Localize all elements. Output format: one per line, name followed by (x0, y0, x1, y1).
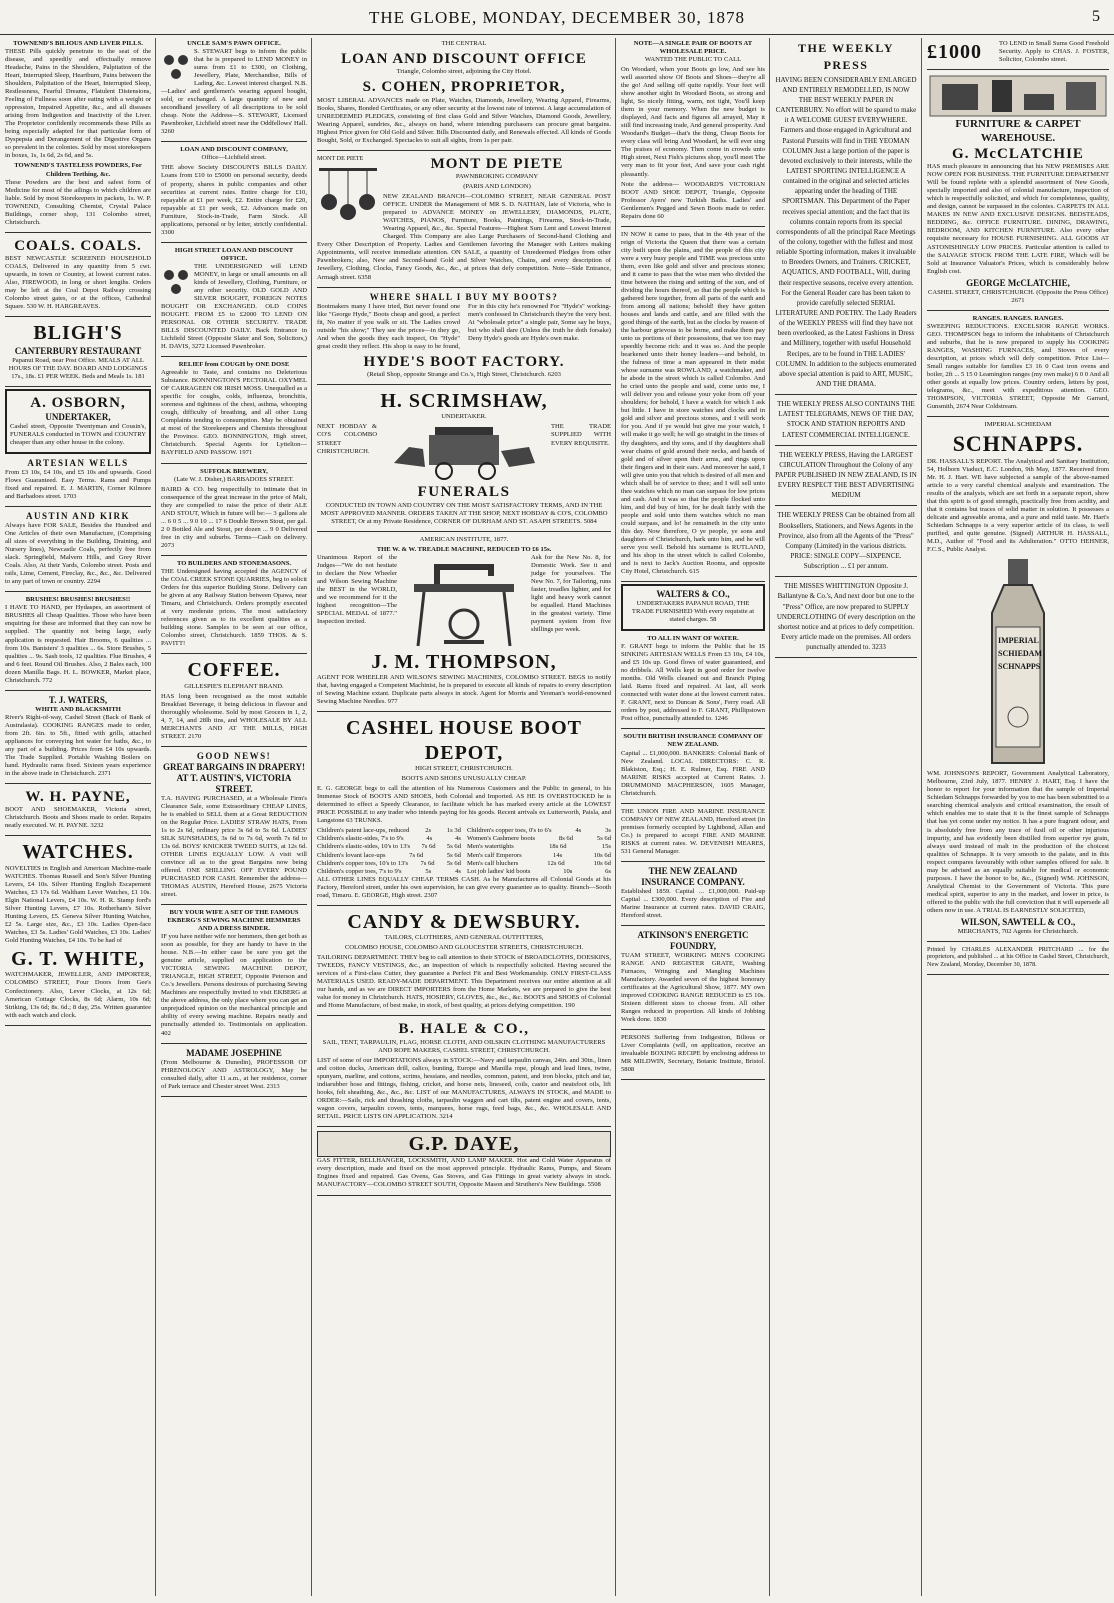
ad-poem: Bootmakers many I have tried, But never found one like "George Hyde," Boots cheap and good, a perfect fit, No matter if you walk or sit. The Ladies crowd outside "his show;" They see the prices—in they go, And when the goods they each inspect, On "Hyde" great credit they reflect. His shop is easy to be found, For in this city he's renowned For "Hyde's" working-men's confessed In Christchurch they're the very best. At "wholesale price" a single pair, Some say he buys, but who shall dare (Unless the truth he doth forsake) Deny Hyde's goods are Hyde's own make. (317, 302, 611, 350)
ad-osborn (5, 389, 151, 454)
ad-grant (621, 633, 765, 729)
ad-central-loan (317, 38, 611, 151)
ad-body: I HAVE TO HAND, per Hydaspes, an assortment of BRUSHES all Cheap Qualities. Those who have been enquiring for these are informed that they can now be supplied. The quantity not being large, early application is requested. Hair Brooms, 6 qualities ... from 10s. Banisters' 3 qualities ... 6s. Store Brushes, 5 qualities ... 9s. Sash tools, 12 qualities. Flue Brushes, 4 and 6 feet. Round Oil Brushes. Also, 2 Bales each, 100 dozen Manilla Bags. H. L. BOWKER, Market place, Christchurch. 772 (5, 604, 151, 684)
price-value: 10s 6d (593, 859, 611, 867)
column-3 (314, 38, 614, 1596)
price-value: 3s (605, 827, 611, 835)
column-1 (2, 38, 154, 1596)
ad-body: THE Undersigned having accepted the AGENCY of the COAL CREEK STONE QUARRIES, beg to solicit Orders for this superior Building Stone. Delivery can be given at any Railway Station between Opawa, near Timaru, and Christchurch. Orders promptly executed at very moderate prices. The most satisfactory references given as to its excellent qualities as a building stone. Samples to be seen at our office, Colombo street, Christchurch. 1859 THOS. & S. PAVITT! (161, 567, 307, 648)
ad-subtitle: AT T. AUSTIN'S, VICTORIA STREET. (176, 772, 292, 794)
ad-atkinson (621, 928, 765, 1030)
ad-title: FUNERALS (417, 484, 511, 501)
ad-body: SWEEPING REDUCTIONS. EXCELSIOR RANGE WORKS. GEO. THOMPSON begs to inform the inhabitants of Christchurch and suburbs, that he is now prepared to supply his COOKING RANGES, WASHING FURNACES, and Stoves of every description, at prices which will defy competition. Price List— Small ranges suitable for families £3 16 0 Cast iron ovens and boiler, 2ft ... 5 15 0 Leamington ranges (my own make) 6 0 0 And all other goods at equally low prices. Country orders, letters by post, telegrams, &c., meet with expeditious attention. GEO. THOMPSON, VICTORIA STREET, Opposite Mr Garrard, Gunsmith, 2674 Near Coldstream. (927, 322, 1109, 411)
ad-body: BOOT AND SHOEMAKER, Victoria street, Christchurch. Boots and Shoes made to order. Repairs neatly executed. W. H. PAYNE. 3232 (5, 806, 151, 830)
price-value: 5s 6d (596, 835, 611, 843)
ad-body: These Powders are the best and safest form of Medicine for most of the ailings to which children are liable. Sold by most Storekeepers in packets, 1s. W. P. TOWNEND, Consulting Chemist, Crystal Palace Buildings, corner shop, 131 Colombo street, Christchurch. (5, 178, 151, 226)
price-value: 15s (601, 843, 611, 851)
ad-blighs (5, 319, 151, 386)
ad-body: THE MISSES WHITTINGTON Opposite J. Ballantyne & Co.'s, And next door but one to the "Press" Office, are now prepared to SUPPLY UNDERCLOTHING Of every description on the shortest notice and at prices to defy competition. Every article made on the premises. All orders punctually attended to. 3233 (776, 582, 916, 652)
ad-title: AUSTIN AND KIRK (25, 511, 130, 522)
column-rule (921, 38, 922, 1596)
price-value: 4s (575, 827, 582, 835)
ad-title: WALTERS & CO., (656, 589, 730, 600)
ad-body: Agreeable to Taste, and contains no Deleterious Substance. BONNINGTON'S PECTORAL OXYMEL OF CARRAGEEN OR IRISH MOSS. Unequalled as a specific for coughs, colds, influenza, bronchitis, soreness and tightness of the chest, asthma, whooping cough, difficulty of breathing, and all other Lung Complaints tending to consumption. May be obtained at most of the Storekeepers and Chemists throughout the Province. GEO. BONNINGTON, High street, Christchurch. Special Agents for Lyttelton—BAYFIELD AND PASSOW. 1971 (161, 369, 307, 457)
column-5 (772, 38, 920, 1596)
ad-weekly-press-4 (775, 508, 917, 577)
ad-subtitle: WANTED THE PUBLIC TO CALL (644, 56, 742, 64)
furniture-illustration (928, 74, 1108, 118)
ad-title: TO BUILDERS AND STONEMASONS. (176, 559, 292, 567)
ad-nz-insurance (621, 864, 765, 926)
ad-loan-discount (161, 144, 307, 242)
column-rule (615, 38, 616, 1596)
price-value: 14s (553, 851, 563, 859)
ad-rutland-story (621, 229, 765, 582)
ad-title: THE W. & W. TREADLE MACHINE, REDUCED TO £6 15s. (376, 545, 552, 553)
page-number: 5 (1092, 8, 1100, 25)
imprint (927, 944, 1109, 975)
price-item: Men's calf bluchers (467, 859, 519, 867)
ad-title: A. OSBORN, (30, 394, 126, 411)
ad-body: T.A. HAVING PURCHASED, at a Wholesale Firm's Clearance Sale, some Extraordinary CHEAP LINES, he is enabled to SELL them at a Great REDUCTION on the Regular Price. LADIES' STRAW HATS, From 1s to 2s 6d, ordinary price 3s 6d to 5s 6d. LADIES' SILK SUNSHADES, 3s 6d to 7s 6d, worth 7s 6d to 13s 6d. BOYS' KNICKER TWEED SUITS, at 12s 6d. OTHER LINES EQUALLY LOW. A visit will convince all as to the great Bargains now being offered. ONE SHILLING OFF EVERY POUND PURCHASED FOR CASH. Remember the address—THOMAS AUSTIN, Hereford House, 2675 Victoria street. (161, 794, 307, 899)
ad-body: TO LEND in Small Sums Good Freehold Security. Apply to CHAS. J. FOSTER, Solicitor, Colombo street. (999, 40, 1109, 64)
ad-austin-drapery (161, 749, 307, 905)
ad-title: THE WEEKLY PRESS (797, 41, 895, 73)
ad-subtitle: GILLESPIE'S ELEPHANT BRAND. (184, 682, 284, 690)
ad-title: CASHEL HOUSE BOOT DEPOT, (346, 717, 582, 764)
ad-body: DR. HASSALL'S REPORT. The Analytical and Sanitary Institution, 54, Holborn Viaduct, E.C. London, 9th May, 1877. Received from Mr. H. J. Hart. WE have subjected a sample of the above-named article to a very careful chemical analysis and examination. The results of the analysis, which are set forth in a separate report, show that this spirit is of good strength, practically free from acidity, and that it contains but traces of solid matter in solution. It possesses a delicate and agreeable aroma, and a pure and mild taste. Mr. Hart's Schiedam Schnapps is a very superior article of its class, is well purified, and quite genuine. (Signed) ARTHUR H. HASSALL, M.D., Author of "Food and its Adulteration." OTTO HEHNER, F.C.S., Public Analyst. (927, 457, 1109, 554)
ad-candy-dewsbury (317, 908, 611, 1017)
ad-scrimshaw (317, 387, 611, 532)
ad-wells (5, 456, 151, 507)
ad-coals (5, 235, 151, 318)
ad-title: SOUTH BRITISH INSURANCE COMPANY OF NEW ZEALAND. (623, 733, 763, 749)
ad-body: IF you have neither wife nor hemmers, then get both as soon as possible, for they are handy to have in the house. N.B.—In either case be sure you get the genuine article, supplied on application to the VICTORIA SEWING MACHINE DEPOT, TRIANGLE, HIGH STREET, Opposite Peterson and Co.'s Jewellers. Persons desirous of purchasing Sewing Machines are respectfully invited to visit EKBERG at the above address, the only place where you can get an unprejudiced opinion on the mechanical principle and ability of every sewing machine. Repairs neatly and punctually attended to. Testimonials on application. 402 (161, 933, 307, 1037)
ad-ekberg (161, 907, 307, 1044)
ad-body: CASHEL STREET, CHRISTCHURCH. (Opposite the Press Office) 2671 (927, 288, 1109, 304)
ad-title: TOWNEND'S BILIOUS AND LIVER PILLS. (13, 40, 143, 47)
price-value: 1s 3d (446, 827, 461, 835)
price-table (317, 827, 611, 875)
ad-body: Note the address— WOODARD'S VICTORIAN BOOT AND SHOE DEPOT, Triangle, Opposite Professor Ayers' new Turkish Baths. Ladies' and Gentlemen's Pegged and Sewn Boots made to order. Repairs done 60 (621, 180, 765, 220)
ill-label: MONT DE PIETE (317, 154, 364, 162)
ad-right: THE TRADE SUPPLIED WITH EVERY REQUISITE. (551, 423, 611, 447)
ad-hyde-boots (317, 290, 611, 385)
price-value: 8s 6d (558, 835, 574, 843)
price-value: 18s 6d (549, 843, 567, 851)
treadle-row (317, 554, 611, 650)
ad-title: LOAN AND DISCOUNT COMPANY, (180, 146, 288, 154)
ad-body: River's Right-of-way, Cashel Street (Back of Bank of Australasia). COOKING RANGES made to order, from 2ft. 6in. to 5ft., fitted with grills, attached appliances for conveying hot water for baths, &c., to any part of a building. Prices from £4 10s upwards. The Trade Supplied. Portable Washing Boilers on hand. Hydraulic rams fixed. Sixteen years experience in the above trade in Christchurch. 2371 (5, 713, 151, 777)
bottle-illustration (958, 557, 1078, 767)
ad-whittington (775, 579, 917, 658)
price-value: 2s (425, 827, 432, 835)
price-row (467, 835, 611, 843)
price-value: 10s (563, 867, 573, 875)
ad-subtitle: (PARIS AND LONDON) (463, 183, 531, 191)
pawn-balls-icon (161, 265, 191, 299)
ad-watches (5, 838, 151, 1025)
ad-subtitle: COLOMBO HOUSE, COLOMBO AND GLOUCESTER STREETS, CHRISTCHURCH. (344, 944, 584, 952)
column-2 (158, 38, 310, 1596)
ad-title: MADAME JOSEPHINE (186, 1047, 282, 1058)
ad-ranges (927, 313, 1109, 417)
ad-body: TAILORING DEPARTMENT. THEY beg to call attention to their STOCK of BROADCLOTHS, DOESKINS, TWEEDS, FANCY VESTINGS, &c., an inspection of which is respectfully solicited. Having secured the services of a First-class Cutter, they guarantee a Perfect Fit and Best Workmanship. ONLY FIRST-CLASS MATERIALS USED. READY-MADE DEPARTMENT. This Department receives our entire attention at all our hands, and as we are DIRECT IMPORTERS from the Home Markets, we are prepared to give the best value for money in Christchurch. HATS, HOSIERY, GLOVES, &c., &c., &c. BOOTS and SHOES of Colonial and Home Manufacture, of best make, in stock, of best quality, at prices defying competition. 190 (317, 954, 611, 1010)
ad-title: G. McCLATCHIE (952, 145, 1084, 162)
price-value: 6s (605, 867, 611, 875)
bottle-label-text: IMPERIAL SCHIEDAM SCHNAPPS (998, 636, 1043, 671)
price-value: 10s 6d (593, 851, 611, 859)
ad-title: GOOD NEWS! (196, 750, 272, 761)
price-row (467, 827, 611, 835)
ad-body: WM. JOHNSON'S REPORT, Government Analytical Laboratory, Melbourne, 23rd July, 1877. HENRY J. HART, Esq. I have the honor to report for your information that the sample of Imperial Schiedam Schnapps forwarded by you to me has been submitted to a searching chemical analysis and critical examination, the result of which enables me to state that it is the finest sample of Schnapps that has yet come under my notice. It has a pure fragrant odour, and is absolutely free from any trace of fusil oil or other injurious impurity, and has evidently been distilled from superior rye grain, always used instead of malt in the production of the choicest qualities of Schnapps. It is very smooth to the palate, and in this respect compares favourably with other samples offered for sale. It may be advised as an equally suitable for medical or economic purposes. I have the honor to be, &c., (Signed) WM. JOHNSON, Analytical Chemist to the Government of Victoria. This pure medical spirit, superior to any in the market, and lower in price, is offered to the public with the full conviction that it will supersede all others now in use. A TRIAL IS EARNESTLY SOLICITED, (927, 770, 1109, 914)
price-row (317, 852, 461, 860)
ad-title: UNCLE SAM'S PAWN OFFICE. (187, 40, 281, 47)
ad-kicker: AMERICAN INSTITUTE, 1877. (419, 535, 509, 543)
ad-uncle-sam (161, 38, 307, 142)
price-item: Children's patent lace-ups, reduced (317, 827, 410, 835)
ad-lend (927, 38, 1109, 70)
ad-payne (5, 786, 151, 836)
ad-high-street-loan (161, 245, 307, 357)
ad-body: TUAM STREET, WORKING MEN'S COOKING RANGE AND REGISTER GRATE, Washing Furnaces, Wringing and Mangling Machines Manufactory. Awarded seven of the highest honorary certificates at the Agricultural Show, 1877. MY own improved COOKING RANGE REDUCED to £5 10s. Sixteen different sizes to choose from. All other Ranges reduced in proportion. All kinds of Jobbing Work done. 1830 (621, 951, 765, 1024)
price-row (317, 868, 461, 876)
ad-body: BAIRD & CO. beg respectfully to intimate that in consequence of the great increase in the price of Malt, they are compelled to raise the price of their ALE AND STOUT, Which in future will be:— 3 gallons ale ... 6 0 5 ... 9 0 10 ... 17 6 Double Brown Stout, per gal. 2 0 Bottled Ale and Stout, per dozen ... 9 0 Delivered free in city and suburbs. Terms—Cash on delivery. 2073 (161, 485, 307, 549)
price-value: 7s 6d (409, 851, 424, 859)
column-4 (618, 38, 768, 1596)
ad-subtitle: UNDERTAKER, (45, 411, 111, 422)
ad-subtitle: SAIL, TENT, TARPAULIN, FLAG, HORSE CLOTH, AND OILSKIN CLOTHING MANUFACTURERS AND ROPE MAKERS, CASHEL STREET, CHRISTCHURCH. (322, 1038, 606, 1054)
price-item: Men's calf Emperors (467, 851, 522, 859)
price-item: Children's lovant lace-ups (317, 851, 386, 859)
ad-title: NOTE—A SINGLE PAIR OF BOOTS AT WHOLESALE PRICE. (633, 40, 753, 56)
price-value: 5s (425, 867, 432, 875)
ad-subtitle: (Late W. J. Disher,) BARBADOES STREET. (174, 475, 294, 483)
ad-builders (161, 558, 307, 654)
ad-woodard (621, 38, 765, 227)
ad-title: BUY YOUR WIFE A SET OF THE FAMOUS EKBERG'S SEWING MACHINE HEMMERS AND A DRESS BINDER. (167, 909, 301, 933)
ad-title: ARTESIAN WELLS (27, 458, 129, 469)
ad-mcclatchie (927, 72, 1109, 311)
ad-title: RELIEF from COUGH by ONE DOSE (178, 361, 290, 369)
price-item: Women's Cashmere boots (467, 835, 536, 843)
ad-poem: On Woodard, when your Boots go low, And see his well assorted show Of Boots and Shoes—they're all the go! And selling off quite rapidly. Your feet will show another sight In Woodard Boots, so strong and light, So nicely fitting, warm, not tight, You'll keep them in your memory. When the new budget is displayed, And facts and figures all arrayed, May it still find increasing trade, And general prosperity. And Woodard's Budget—that's the thing, Cheap Boots for every class will bring And Woodard, he will ever sing The praises of economy. Then come in crowds unto High street, Next Fish's pictures shop, you'll meet The very man to fit your feet, And save your cash right pleasantly. (621, 66, 765, 178)
ad-schnapps (927, 419, 1109, 942)
ad-title: TO ALL IN WANT OF WATER. (647, 635, 739, 643)
ad-kicker: IMPERIAL SCHIEDAM (984, 421, 1052, 429)
price-item: Children's copper toes, 0's to 6's (467, 827, 552, 835)
ad-title: WHERE SHALL I BUY MY BOOTS? (369, 291, 559, 302)
price-item: Children's copper toes, 7's to 9's (317, 867, 402, 875)
ad-title: SUFFOLK BREWERY, (200, 467, 268, 475)
ad-body: UNDERTAKERS PAPANUI ROAD, THE TRADE FURNISHED With every requisite at stated charges. 58 (631, 600, 755, 624)
ad-body: THE above Society DISCOUNTS BILLS DAILY. Loans from £10 to £5000 on personal security, deeds of property, shares in public companies and other securities at current rates. Entire charge for £10, repayable at £1 per week, £2. Entire charge for £20, repayable at £1 per week, £2. Advances made on Furniture, Stock-in-Trade, Farm Stock. All applications, personal or by letter, strictly confidential. 3300 (161, 164, 307, 236)
price-item: Children's elastic-sides, 7's to 9's (317, 835, 404, 843)
ad-body: NEW ZEALAND BRANCH—COLOMBO STREET, NEAR GENERAL POST OFFICE. UNDER the Management of MR S. D. NATHAN, late of Victoria, who is prepared to ADVANCE MONEY on JEWELLERY, DIAMONDS, PLATE, WATCHES, PIANOS, Furniture, Books, Paintings, Firearms, Stock-in-Trade, Wearing Apparel, &c., &c. Special Features—Highest Sum Lent and Lowest Interest Charged. This Company are also Large Purchasers of Second-hand Clothing and Every Other Description of Property. Ladies and Gentlemen favoring the Manager with Letters making Appointments, will receive immediate attention. ON SALE, a quantity of Unredeemed Pledges from other Pawnbrokers; also, New and Second-hand Gold and Silver Watches, Chains, and every description of Jewellery, Clothing, Clocks, Fancy Goods, &c., &c., at prices that defy competition. Note—Side Entrance, Armagh street. 6358 (317, 193, 611, 281)
ad-brewery (161, 466, 307, 556)
ad-body: AGENT FOR WHEELER AND WILSON'S SEWING MACHINES, COLOMBO STREET. BEGS to notify that, having engaged a Competent Machinist, he is prepared to execute all kinds of repairs to every description of Sewing Machine extant. Duplicate parts always in stock. Agent for Morris and Yeoman's world-renowned Sewing Machine Needles. 977 (317, 674, 611, 706)
lend-row (927, 40, 1109, 66)
ad-body: Papanui Road, near Post Office. MEALS AT ALL HOURS OF THE DAY. BOARD AND LODGINGS 17s., 18s. £1 PER WEEK. Beds and Meals 1s. 181 (8, 356, 148, 380)
ad-body: THE WEEKLY PRESS ALSO CONTAINS THE LATEST TELEGRAMS, NEWS OF THE DAY, STOCK AND STATION REPORTS AND LATEST COMMERCIAL INTELLIGENCE. (777, 400, 915, 439)
ad-body: THE WEEKLY PRESS, Having the LARGEST CIRCULATION Throughout the Colony of any PAPER PUBLISHED IN NEW ZEALAND, IS IN EVERY RESPECT THE BEST ADVERTISING MEDIUM (775, 450, 917, 500)
price-row (317, 843, 461, 851)
ad-title: TOWNEND'S TASTELESS POWDERS, For Children Teething, &c. (14, 162, 142, 178)
ad-title: COFFEE. (187, 659, 281, 682)
ad-title: FURNITURE & CARPET WAREHOUSE. (955, 118, 1081, 144)
ad-body: THE UNDERSIGNED will LEND MONEY, in large or small amounts on all kinds of Jewellery, Clothing, Furniture, or any other security. OLD GOLD AND SILVER BOUGHT, FOREIGN NOTES BOUGHT OR EXCHANGED. OLD COINS BOUGHT. FROM £5 to £2000 TO LEND ON PERSONAL OR OTHER SECURITY. TRADE BILLS DISCOUNTED DAILY. Back Entrance in Lichfield Street (Opposite Slater and Son, Solicitors,) H. DAVIS, 3272 Licensed Pawnbroker. (161, 262, 307, 351)
ad-title: HYDE'S BOOT FACTORY. (363, 353, 565, 370)
price-value: 4s (455, 867, 461, 875)
ad-title: T. J. WATERS, (48, 694, 108, 705)
ad-body: (From Melbourne & Dunedin), PROFESSOR OF PHRENOLOGY AND ASTROLOGY, May be consulted daily, after 11 a.m., at her residence, corner of Park terrace and Chester street West. 2313 (161, 1058, 307, 1090)
ad-body: Always have FOR SALE, Besides the Hundred and One Articles of their own Manufacture, (Comprising all sizes of everything in the Building, Draining, and Nursery lines), Newcastle Coals, perfectly free from slack. Springfield, Malvern Hills, and Grey River Coals. Also, At their Yards, Colombo street. Posts and rails, Lime, Cement, Fireclay, &c., &c., &c. Delivered to any part of town or country. 2294 (5, 522, 151, 586)
price-value: 5s 6d (446, 859, 461, 867)
ad-body: From £3 10s, £4 10s, and £5 10s and upwards. Good Flows Guaranteed. Easy Terms. Rams and Pumps fixed and repaired. E. J. MARTIN, Corner Kilmore and Barbadoes street. 1703 (5, 469, 151, 501)
ad-title: GEORGE McCLATCHIE, (966, 277, 1070, 288)
price-value: 5s 6d (446, 843, 461, 851)
pawn-symbol-icon (317, 164, 379, 230)
ad-subtitle: CANTERBURY RESTAURANT (14, 345, 142, 356)
ad-title: W. H. PAYNE, (25, 788, 131, 805)
price-row (467, 852, 611, 860)
ad-cough (161, 359, 307, 463)
ad-title: COALS. COALS. (14, 237, 142, 254)
price-item: Children's elastic-sides, 10's to 13's (317, 843, 411, 851)
ad-subtitle: BOOTS AND SHOES UNUSUALLY CHEAP. (401, 775, 527, 783)
ad-right: Ask for the New No. 8, for Domestic Work. See it and judge for yourselves. The New No. 7, for Tailoring, runs faster, treadles lighter, and for light and heavy work cannot be equalled. Hand Machines in the greatest variety. Time payment system from five shillings per week. (531, 553, 611, 634)
ad-title: £1000 (927, 41, 982, 63)
ad-title: RANGES. RANGES. RANGES. (972, 314, 1064, 322)
ad-body: PERSONS Suffering from Indigestion, Bilious or Liver Complaints (will, on application, receive an invaluable BOXING RECIPE by enclosing address to MR MILDWIN, Secretary, Botanic Institute, Bristol. 5808 (621, 1034, 765, 1074)
ad-body: HAVING BEEN CONSIDERABLY ENLARGED AND ENTIRELY REMODELLED, IS NOW THE BEST WEEKLY PAPER IN CANTERBURY. No effort will be spared to make it A WELCOME GUEST EVERYWHERE. Farmers and those engaged in Agricultural and Pastoral Pursuits will find in THE YEOMAN COLUMN Just a large portion of the paper is devoted exclusively to their interests, while the LATEST SPORTING INTELLIGENCE A contained in the original and selected articles appearing under the heading of THE SPORTSMAN. This Department of the Paper receives special attention; and the fact that its columns contain reports from its special correspondents of all the principal Race Meetings of the colony, together with the fullest and most reliable Sporting information, makes it invaluable to Breeders Owners, and Trainers. CRICKET, AQUATICS, AND FOOTBALL, Will, during their respective seasons, receive every attention. For the General Reader care has been taken to provide carefully selected SERIAL LITERATURE AND POETRY. The Lady Readers of the WEEKLY PRESS will find they have not been overlooked, as the Latest Fashions in Dress and Millinery, together with useful Household Recipes, are to be found in THE LADIES' COLUMN. In addition to the subjects enumerated above special attention is paid to ART, MUSIC, AND THE DRAMA. (775, 75, 917, 388)
ad-left: NEXT HOBDAY & CO'S COLOMBO STREET CHRISTCHURCH. (317, 423, 377, 455)
ad-title: HIGH STREET LOAN AND DISCOUNT OFFICE. (174, 246, 294, 262)
ad-title: S. COHEN, PROPRIETOR, (362, 79, 566, 96)
ad-weekly-press-2 (775, 397, 917, 446)
ad-body: CONDUCTED IN TOWN AND COUNTRY ON THE MOST SATISFACTORY TERMS, AND IN THE MOST APPROVED MANNER. ORDERS TAKEN AT THE SHOP, NEXT HOBDAY & CO'S, COLOMBO STREET, Or at my Private Residence, CORNER OF DURHAM AND ST. ASAPH STREETS. 5084 (320, 501, 608, 525)
ad-body: LIST of some of our IMPORTATIONS always in STOCK:—Navy and tarpaulin canvas, 24in. and 30in., linen and cotton ducks, American drill, calico, bunting, Europe and Manilla rope, plough and lead lines, twine, spunyarn, marline, and cottons, scrims, hessians, and needles, common, patent, and iron blocks, pitch and tar, indiarubber hose and fittings, fishing, cricket, and horse nets, lineseed, coils, castor and neatsfoot oils, lift hooks, felt sheathing, &c., &c., &c. LIST of our MANUFACTURES, ALWAYS IN STOCK, and MADE to ORDER:—Sails, rick and thrashing cloths, tarpaulin waggon and cart tilts, patent engine and covers, tents, wagon covers, tarpaulin covers, tents, marquees, horse rugs, feed bags, &c., &c. WHOLESALE AND RETAIL. PRICE LISTS ON APPLICATION. 3214 (317, 1056, 611, 1120)
ad-body: MERCHANTS, 702 Agents for Christchurch. (957, 927, 1079, 935)
column-rule (311, 38, 312, 1596)
ad-title: SCHNAPPS. (952, 431, 1084, 457)
ad-body: HAS long been recognised as the most suitable Breakfast Beverage, it being delicious in flavour and thoroughly wholesome. Sold by most Grocers in 1, 2, 4, 7, 14, and 28lb tins, and WHOLESALE BY ALL MERCHANTS AND AT THE MILLS, HIGH STREET. 2170 (161, 692, 307, 740)
ad-body: Cashel street, Opposite Twentyman and Cousin's, FUNERALS conducted in TOWN and COUNTRY cheaper than any other house in the colony. (10, 422, 146, 447)
ad-title: G. T. WHITE, (11, 948, 145, 971)
ad-mont-de-piete (317, 153, 611, 288)
ad-title: G.P. DAYE, (317, 1131, 611, 1157)
ad-austin-kirk (5, 509, 151, 592)
ad-title: LOAN AND DISCOUNT OFFICE (341, 51, 587, 68)
ad-body: NOVELTIES in English and American Machine-made WATCHES. Thomas Russell and Son's Silver Hunting Levers, £4 10s. Silver Hunting English Escapement Watches, £3 17s 6d. Waltham Lever Watches, £1 10s. Elgin National Levers, £4 10s. W. H. R. Stamp ford's Silver Hunting Levers, £7 10s. Rotherham's Silver Hunting Levers, £5. Geneva Silver Hunting Watches, £2 5s. Large size, &c., £3 10s. Ladies Open-face Watches, £3 5s. Ladies' Gold Watches, £3 10s. Ladies' Gold Hunting Watches, £4 10s. To be had of (5, 864, 151, 945)
ad-josephine (161, 1046, 307, 1097)
price-value: 5s 6d (446, 851, 461, 859)
ad-body: MOST LIBERAL ADVANCES made on Plate, Watches, Diamonds, Jewellery, Wearing Apparel, Firearms, Books, Shares, Bonded Certificates, or any other security at the lowest rate of interest. A large accumulation of UNREDEEMED PLEDGES, consisting of first class Gold and Silver Watches, Diamond Goods, Jewellery, Wearing Apparel, sundries, &c., always on hand, where intending purchasers can procure great bargains. Highest Price given for Old Gold and Silver. Bills Discounted daily, and Renewals effected. All kinds of Goods Bought, Sold, or Exchanged. Spectacles to suit all sights, from 1s per pair. (317, 96, 611, 144)
price-item: Children's copper toes, 10's to 13's (317, 859, 409, 867)
ad-title: BRUSHES! BRUSHES! BRUSHES!! (25, 596, 131, 604)
column-rule (155, 38, 156, 1596)
ad-persons (621, 1032, 765, 1080)
ad-subtitle: HIGH STREET, CHRISTCHURCH. (415, 765, 513, 773)
ad-body: S. STEWART begs to inform the public that he is prepared to LEND MONEY in sums from £1 to £300, on Clothing, Jewellery, Plate, Merchandise, Bills of Lading, &c. Lowest interest charged. N.B.—Ladies' and gentlemen's wearing apparel bought, sold, or exchanged. A large quantity of new and secondhand jewellery of all descriptions to be sold cheap. Note the Address—S. STEWART, Licensed Pawnbroker, Lichfield street near the Oddfellows' Hall. 3260 (161, 48, 307, 136)
ad-hale (317, 1018, 611, 1127)
masthead (0, 0, 1114, 35)
ad-south-british (621, 731, 765, 803)
price-value: 4s (455, 835, 461, 843)
ad-title: J. M. THOMPSON, (371, 650, 557, 673)
price-value: 7s 6d (420, 859, 435, 867)
ad-subtitle: UNDERTAKER. (441, 413, 487, 421)
ad-kicker: THE CENTRAL (441, 40, 487, 47)
ad-title: B. HALE & CO., (398, 1021, 530, 1038)
masthead-title: THE GLOBE, MONDAY, DECEMBER 30, 1878 (368, 8, 746, 27)
ad-body: Established 1859. Capital ... £1,000,000. Paid-up Capital ... £300,000. Every description of Fire and Marine Insurance at current rates. DAVID CRAIG, Hereford street. (621, 887, 765, 919)
ad-title: CANDY & DEWSBURY. (347, 910, 581, 933)
price-row (317, 835, 461, 843)
ad-weekly-press-3 (775, 448, 917, 507)
ad-title: THE NEW ZEALAND INSURANCE COMPANY. (641, 865, 745, 887)
ad-body: GAS FITTER, BELLHANGER, LOCKSMITH, AND LAMP MAKER. Hot and Cold Water Apparatus of every description, made and fixed on the most approved principle. Hydraulic Rams, Pumps, and Steam Engines fixed and repaired. Gas Ovens, Gas Stoves, and Gas Fittings in great variety always in stock. MANUFACTORY—COLOMBO STREET SOUTH, Opposite Mason and Struthers's New Buildings. 5508 (317, 1157, 611, 1189)
price-row (467, 868, 611, 876)
ad-body: Capital ... £1,000,000. BANKERS: Colonial Bank of New Zealand. LOCAL DIRECTORS: C. R. Blakiston, Esq.; H. E. Rulmer, Esq. FIRE AND MARINE RISKS accepted at Current Rates. J. DRUMMOND MACPHERSON, 1605 Manager, Christchurch. (621, 749, 765, 797)
ad-treadle (317, 534, 611, 713)
ad-subtitle: (Retail Shop, opposite Strange and Co.'s, High Street, Christchurch. 6203 (367, 371, 561, 378)
ad-subtitle: PAWNBROKING COMPANY (455, 173, 539, 181)
ad-body: THESE Pills quickly penetrate to the seat of the disease, and speedily and effectually remove Headache, Pains in the Shoulders, Palpitation of the Heart, Interrupted Sleep, Heartburn, Pains between the Shoulders, Palpitation of the Heart, Interrupted Sleep, Restlessness, Fearful Dreams, Flatulent Distensions, Feeling of Fullness soon after eating with a weight or oppression, Impaired Appetite, &c., and all diseases arising from Indigestion and Inactivity of the Liver. The Proprietor confidently recommends these Pills as being especially adapted for that particular form of Dyspepsia and Derangement of the Digestive Organs so prevalent in the colonies. Sold by most storekeepers in boxes, 1s, 1s 6d, 2s 6d, and 5s. (5, 48, 151, 160)
ad-union-insurance (621, 806, 765, 862)
ad-body: F. GRANT begs to inform the Public that he IS SINKING ARTESIAN WELLS From £3 10s, £4 10s, and £5 10s up. Good flows of water guaranteed, and no dribbels. All Wells kept in good order for twelve months. Old Wells cleaned out and Branch Piping laid. Rams fixed and repaired. At last, all work connected with water done at the lowest current rates. F. GRANT, next to Duncan & Sons', Ferry road. All orders by post, addressed to F. GRANT, Phillipstown Post office, punctually attended to. 1246 (621, 643, 765, 723)
scrim-row (317, 423, 611, 483)
ad-body: HAS much pleasure in announcing that his NEW PREMISES ARE NOW OPEN FOR BUSINESS. THE FURNITURE DEPARTMENT Will be found replete with a splendid assortment of New Goods, specially imported and also of colonial manufacture, inspection of which is respectfully solicited, and which for completeness, quality, and design, cannot be surpassed in the colonies. CARPETS IN ALL MAKES IN NEW AND EXCLUSIVE DESIGNS. BEDSTEADS, BEDDING, &c. OFFICE FURNITURE. DINING, DRAWING, BEDROOM, AND KITCHEN FURNITURE. Also every other requisite necessary for HOUSE FURNISHING. ALL GOODS AT ASTONISHINGLY LOW PRICES. Particular attention is called to the SALVAGE STOCK FROM THE LATE FIRE, Which will be Sold at Insurance Valuator's Prices, which is considerably below English cost. (927, 163, 1109, 275)
ad-body: BEST NEWCASTLE SCREENED HOUSEHOLD COALS, Delivered in any quantity from 5 cwt. upwards, in town or Country, at lowest current rates. Also, FIREWOOD, in long or short lengths. Orders may be left at the Coal Depot Railway crossing Colombo street gates, or at the offices, Cathedral Square. 530 W. H. HARGREAVES. (5, 255, 151, 311)
ad-subtitle: WHITE AND BLACKSMITH (35, 705, 121, 713)
ad-waters (5, 693, 151, 784)
price-row (467, 843, 611, 851)
column-6 (924, 38, 1112, 1596)
ad-title: WILSON, SAWTELL & CO., (960, 916, 1076, 927)
ad-cashel-boot (317, 714, 611, 905)
ad-body: THE WEEKLY PRESS Can be obtained from all Booksellers, Stationers, and News Agents in the Province, also from all the Agents of the "Press" Company (Limited) in the various districts. PRICE: SINGLE COPY—SIXPENCE. Subscription ... £1 per annum. (777, 511, 915, 571)
ad-coffee (161, 656, 307, 747)
column-rule (769, 38, 770, 1596)
ad-body: WATCHMAKER, JEWELLER, AND IMPORTER, COLOMBO STREET, Four Doors from Gee's Confectionery. Also, Lever Clocks, at 12s 6d; American Cottage Clocks, 8s 6d; Alarm, 10s 6d; Striking, 13s 6d; 8s. 6d.; 8 day, 25s. Written guarantee with each watch and clock. (5, 971, 151, 1019)
hearse-illustration (389, 423, 539, 483)
price-row (317, 860, 461, 868)
ad-body: E. G. GEORGE begs to call the attention of his Numerous Customers and the Public in general, to his Immense Stock of BOOTS AND SHOES, both Colonial and Imported. AS HE IS OVERSTOCKED he is determined to effect a Speedy Clearance, to facilitate which he has marked every article at the LOWEST PRICE POSSIBLE to any trader who intends paying for his goods. Recent arrivals ex Lutterworth, Paisla, and Langstone 63 TRUNKS. (317, 785, 611, 825)
ad-title: MONT DE PIETE (430, 155, 564, 172)
price-value: 7s 6d (421, 843, 436, 851)
ad-brushes (5, 594, 151, 690)
price-item: Men's watertights (467, 843, 514, 851)
printer-imprint: Printed by CHARLES ALEXANDER PRITCHARD ... for the proprietors, and published ... at his Office in Cashel Street, Christchurch, New Zealand, Monday, December 30, 1878. (927, 945, 1109, 968)
ad-title: BLIGH'S (33, 322, 123, 345)
price-item: Lot job ladies' kid boots (467, 867, 531, 875)
ad-townend-pills (5, 38, 151, 233)
ad-title: H. SCRIMSHAW, (380, 390, 548, 413)
ad-title: GREAT BARGAINS IN DRAPERY! (162, 761, 306, 772)
ad-walters (621, 584, 765, 631)
ad-title: WATCHES. (22, 841, 134, 864)
pawn-balls-icon (161, 50, 191, 84)
ad-weekly-press (775, 38, 917, 395)
ad-subtitle: Office—Lichfield street. (201, 154, 267, 162)
price-row (317, 827, 461, 835)
ad-subtitle: TAILORS, CLOTHIERS, AND GENERAL OUTFITTERS, (384, 934, 544, 942)
ad-gp-daye (317, 1129, 611, 1196)
ad-subtitle: Triangle, Colombo street, adjoining the City Hotel. (396, 68, 532, 76)
price-row (467, 860, 611, 868)
ad-body: THE UNION FIRE AND MARINE INSURANCE COMPANY OF NEW ZEALAND, Hereford street (in premises formerly occupied by Lightbond, Allan and Co.) is prepared to accept FIRE AND MARINE RISKS at current rates. W. DEVENISH MEARES, 531 General Manager. (621, 807, 765, 855)
price-value: 12s 6d (547, 859, 565, 867)
price-value: 4s (426, 835, 433, 843)
ad-title: ATKINSON'S ENERGETIC FOUNDRY, (637, 929, 749, 951)
ad-body: ALL OTHER LINES EQUALLY CHEAP. TERMS CASH. As he Manufactures all Colonial Goods at his Factory, Hereford street, under his own supervision, he can give every guarantee as to quality. Branch—Sooth road, Timaru. E. GEORGE, High street. 2307 (317, 875, 611, 899)
ad-left: Unanimous Report of the Judges—"We do not hesitate to declare the New Wheeler and Wilson Sewing Machine the BEST in the WORLD, and we recommend for it the highest recognition—The SPECIAL MEDAL of 1877." Inspection invited. (317, 553, 397, 626)
sewing-machine-illustration (404, 554, 524, 650)
mont-illustration (317, 155, 379, 234)
ad-body: IN NOW it came to pass, that in the 4th year of the reign of Victoria the Queen that there was a certain city built upon the plains, and the people of this city were a very busy people and TIME was precious unto them, even like gold and silver and precious stones; and it came to pass that the wise men who divided the time between the rising and setting of the sun, and of dividing the hours thereof, so that the people which is gathered here together, from all parts of the earth and from among all nations; behold! they have gotten houses and lands and cattle, and are filled with the good things of the earth, but as the clocks by reason of the harbour grievous to be borne, and make them pay unto us portions of their possessions, that we too may speedily become rich: and it was so. And the people hearkened unto their honey leaders—and behold, in the fulness of time a man appeared in their midst whose surname was ROWLAND, a watchmaker, and he abode in the street which is called Colombo. And he cried unto the people and said, come unto me, I will deliver you and release your yoke from off your shoulders; for behold, I have a watch for which I ask but little. I have in store watches and clocks and in gold and silver and precious stones, and I will work for you. And if ye would but give me your watch, I will make it go well; he will go straight in the times of thy daughters, and thy sons, and if thy daughters shall wear chains of gold around their necks, and bands of gold and of silver upon their arms, and rings upon their fingers and in their ears. And moreover he said, I will give unto you that which is desired of all men and which shall be of service to thee; and I will sell unto thee watches which no man can surpass for low prices and cash. And it was so that the people flocked unto him, and did buy of him, for he dealt fairly with the people and sold unto them watches which no man could surpass, and lo! he remaineth in the city unto this day. Now therefore, O ye people, ye sons and daughters of Christchurch, hark unto him, and he will serve you well. Behold his surname is RUTLAND, and his shop in the street which is called Colombo, and is next to Jack's Auction Rooms, and opposite City Hotel, Christchurch. 615 (621, 230, 765, 575)
